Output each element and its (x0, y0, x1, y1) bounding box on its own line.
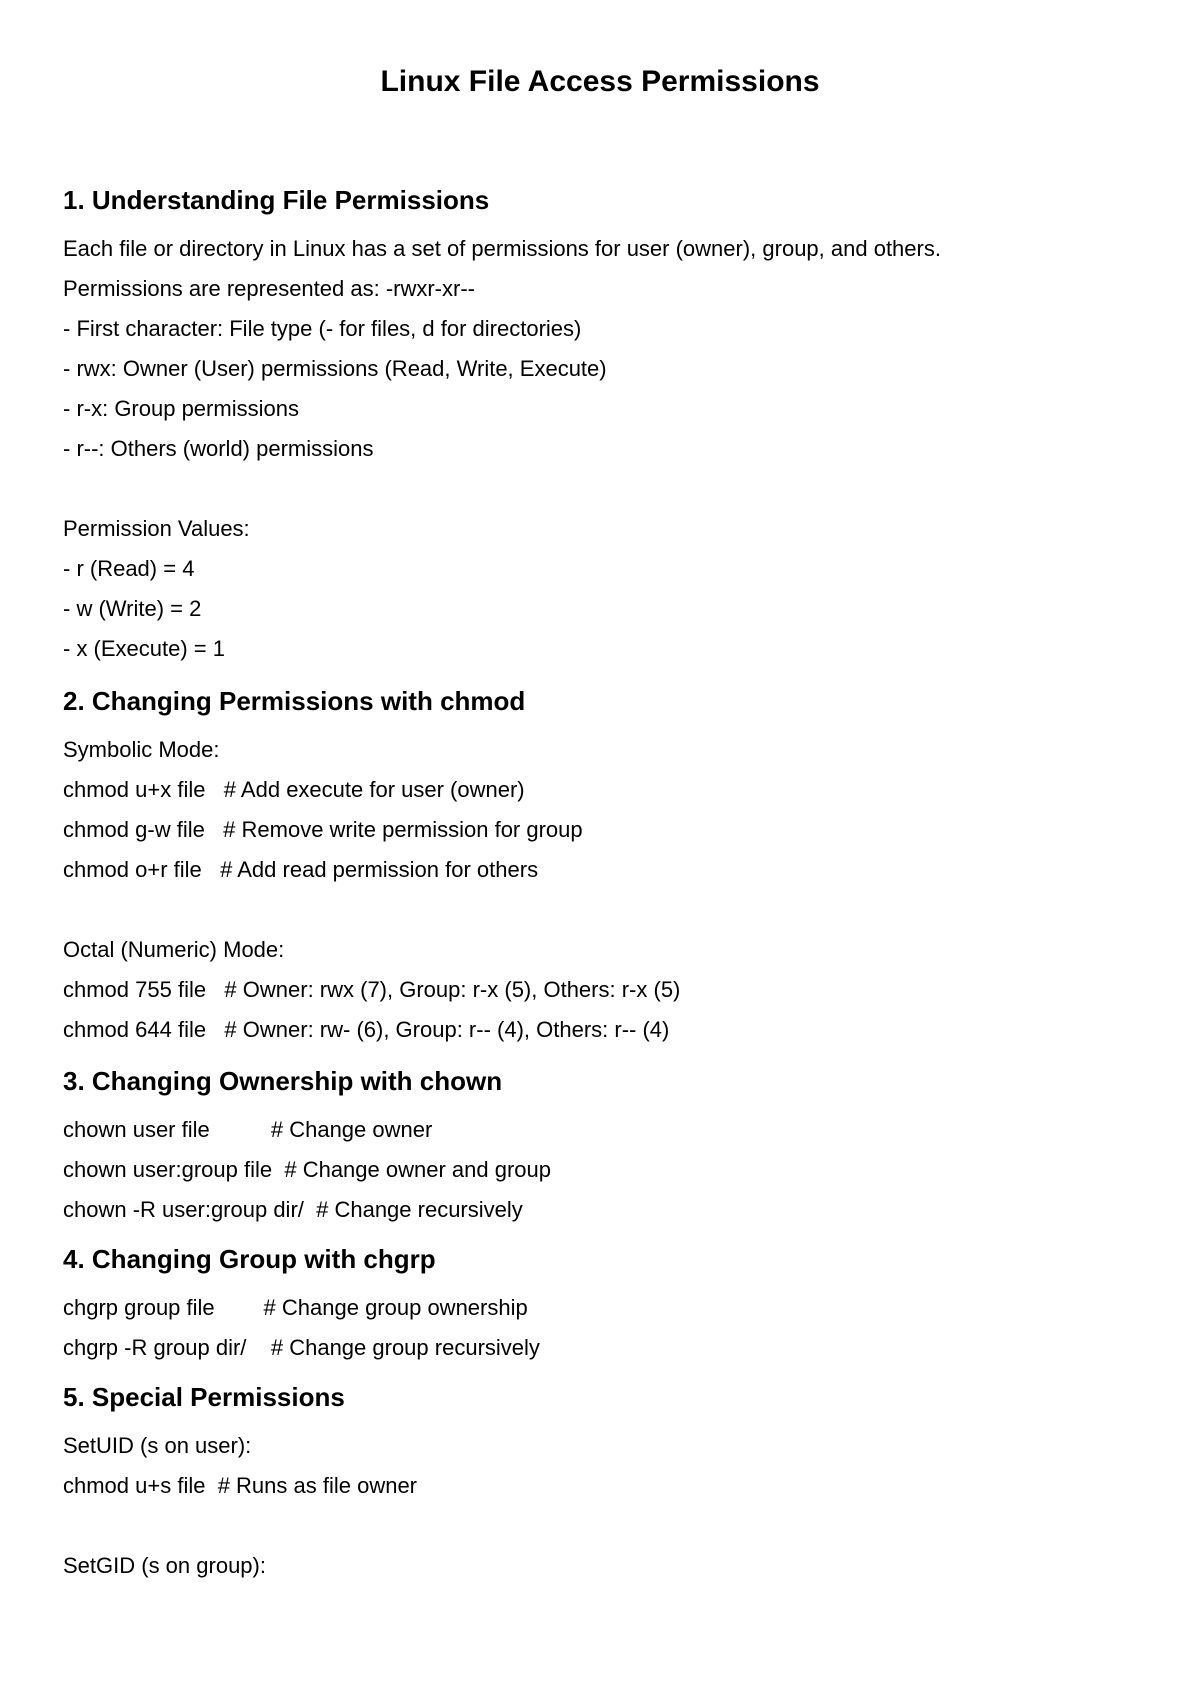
text-line: SetUID (s on user): (63, 1433, 252, 1458)
section-understanding-permissions (63, 183, 1143, 669)
blank-line (63, 890, 1143, 930)
text-line: - r (Read) = 4 (63, 556, 195, 581)
blank-line (63, 469, 1143, 509)
section-heading: 1. Understanding File Permissions (63, 185, 490, 215)
text-line: Symbolic Mode: (63, 737, 220, 762)
text-line: Each file or directory in Linux has a set of permissions for user (owner), group, and others. (63, 236, 941, 261)
text-line: - x (Execute) = 1 (63, 636, 226, 661)
blank-line (63, 1506, 1143, 1546)
text-line: Octal (Numeric) Mode: (63, 937, 285, 962)
text-line: - w (Write) = 2 (63, 596, 202, 621)
command-line: chmod 755 file # Owner: rwx (7), Group: r-x (5), Others: r-x (5) (63, 977, 681, 1002)
command-line: chown user file # Change owner (63, 1117, 433, 1142)
text-line: - rwx: Owner (User) permissions (Read, Write, Execute) (63, 356, 607, 381)
section-special-permissions (63, 1380, 1143, 1586)
section-chown (63, 1064, 1143, 1230)
command-line: chgrp -R group dir/ # Change group recursively (63, 1335, 540, 1360)
text-line: - First character: File type (- for files, d for directories) (63, 316, 582, 341)
text-line: - r-x: Group permissions (63, 396, 299, 421)
section-heading: 5. Special Permissions (63, 1382, 345, 1412)
document-title: Linux File Access Permissions (380, 65, 820, 98)
text-line: SetGID (s on group): (63, 1553, 266, 1578)
command-line: chmod g-w file # Remove write permission for group (63, 817, 583, 842)
command-line: chmod 644 file # Owner: rw- (6), Group: r-- (4), Others: r-- (4) (63, 1017, 670, 1042)
section-heading: 2. Changing Permissions with chmod (63, 686, 526, 716)
command-line: chmod o+r file # Add read permission for others (63, 857, 539, 882)
text-line: Permission Values: (63, 516, 250, 541)
command-line: chown -R user:group dir/ # Change recursively (63, 1197, 523, 1222)
command-line: chmod u+s file # Runs as file owner (63, 1473, 418, 1498)
command-line: chmod u+x file # Add execute for user (owner) (63, 777, 525, 802)
section-heading: 4. Changing Group with chgrp (63, 1244, 436, 1274)
section-chgrp (63, 1242, 1143, 1368)
text-line: - r--: Others (world) permissions (63, 436, 374, 461)
text-line: Permissions are represented as: -rwxr-xr-- (63, 276, 475, 301)
command-line: chgrp group file # Change group ownership (63, 1295, 528, 1320)
command-line: chown user:group file # Change owner and group (63, 1157, 551, 1182)
section-chmod (63, 684, 1143, 1050)
section-heading: 3. Changing Ownership with chown (63, 1066, 503, 1096)
